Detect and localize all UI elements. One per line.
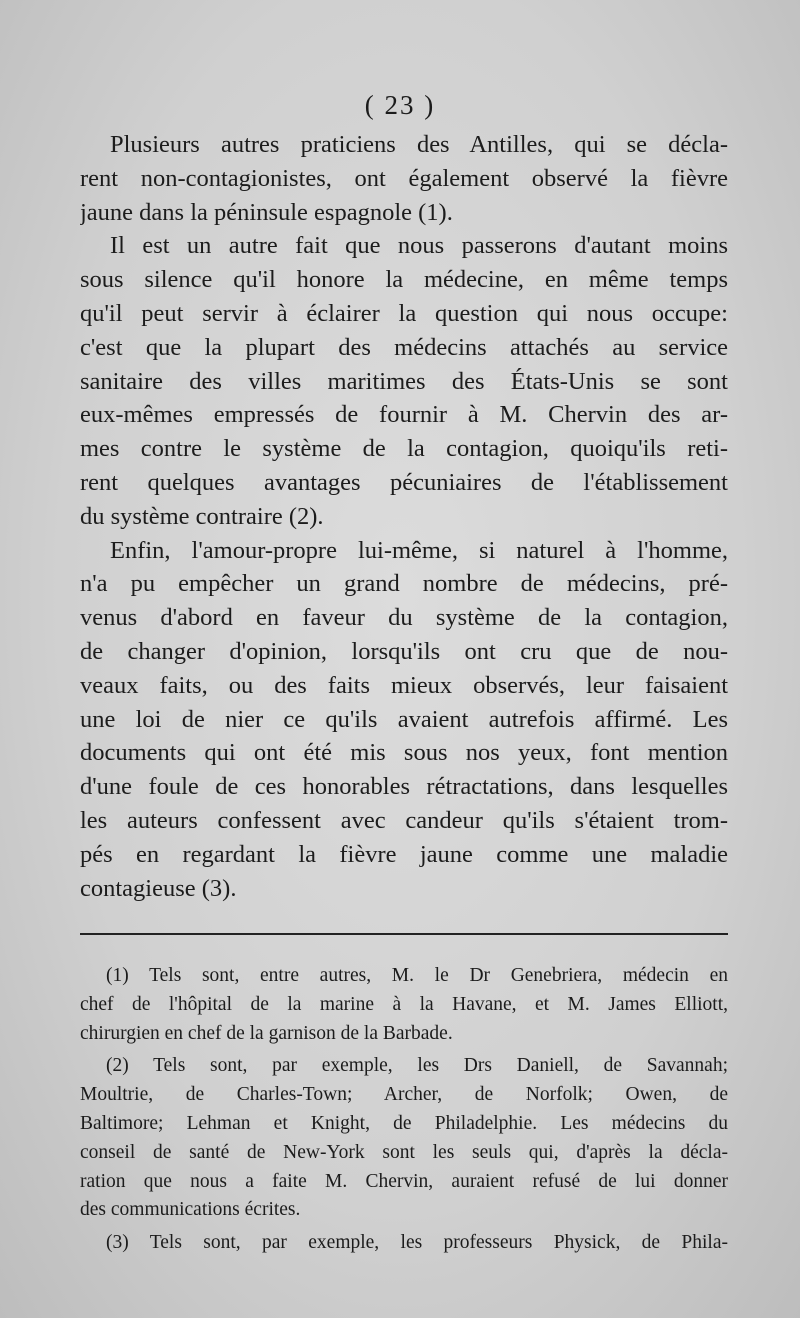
main-text [80,128,728,905]
text-line: Enfin, l'amour-propre lui-même, si naturel à l'homme, [110,536,728,564]
footnote-line: conseil de santé de New-York sont les seuls qui, d'après la décla- [80,1141,728,1163]
text-line: venus d'abord en faveur du système de la contagion, [80,604,728,632]
page-number: ( 23 ) [364,90,436,120]
text-line: une loi de nier ce qu'ils avaient autrefois affirmé. Les [80,705,728,733]
text-line: les auteurs confessent avec candeur qu'ils s'étaient trom- [80,806,728,834]
text-line: rent quelques avantages pécuniaires de l'établissement [80,468,728,496]
footnote-line: chirurgien en chef de la garnison de la Barbade. [80,1022,453,1044]
text-line: sanitaire des villes maritimes des États-Unis se sont [80,367,728,395]
text-line: du système contraire (2). [80,502,324,530]
text-line: qu'il peut servir à éclairer la question qui nous occupe: [80,299,728,327]
footnote-line: (2) Tels sont, par exemple, les Drs Daniell, de Savannah; [106,1055,728,1077]
text-line: Plusieurs autres praticiens des Antilles, qui se décla- [110,131,728,158]
text-line: c'est que la plupart des médecins attachés au service [80,333,728,361]
text-line: mes contre le système de la contagion, quoiqu'ils reti- [80,435,728,463]
footnote-line: Baltimore; Lehman et Knight, de Philadelphie. Les médecins du [80,1112,728,1134]
footnote-line: des communications écrites. [80,1199,301,1221]
footnote-2 [80,1052,728,1225]
footnote-divider [80,933,728,935]
footnote-1 [80,962,728,1048]
footnotes [80,962,728,1258]
text-line: Il est un autre fait que nous passerons d'autant moins [110,232,728,260]
text-line: de changer d'opinion, lorsqu'ils ont cru que de nou- [80,637,728,665]
text-line: pés en regardant la fièvre jaune comme une maladie [80,840,728,868]
text-line: documents qui ont été mis sous nos yeux, font mention [80,739,728,767]
text-line: n'a pu empêcher un grand nombre de médecins, pré- [80,570,728,598]
footnote-line: ration que nous a faite M. Chervin, auraient refusé de lui donner [80,1170,728,1192]
text-line: rent non-contagionistes, ont également observé la fièvre [80,164,728,192]
text-line: sous silence qu'il honore la médecine, en même temps [80,266,728,294]
footnote-line: chef de l'hôpital de la marine à la Havane, et M. James Elliott, [80,993,728,1015]
text-line: jaune dans la péninsule espagnole (1). [80,198,453,226]
footnote-line: (3) Tels sont, par exemple, les professeurs Physick, de Phila- [106,1232,728,1254]
footnote-line: Moultrie, de Charles-Town; Archer, de Norfolk; Owen, de [80,1084,728,1106]
text-line: d'une foule de ces honorables rétractations, dans lesquelles [80,773,728,801]
footnote-3 [80,1229,728,1258]
footnote-line: (1) Tels sont, entre autres, M. le Dr Genebriera, médecin en [106,965,728,986]
text-line: contagieuse (3). [80,874,237,902]
text-line: eux-mêmes empressés de fournir à M. Chervin des ar- [80,401,728,429]
text-line: veaux faits, ou des faits mieux observés, leur faisaient [80,671,728,699]
